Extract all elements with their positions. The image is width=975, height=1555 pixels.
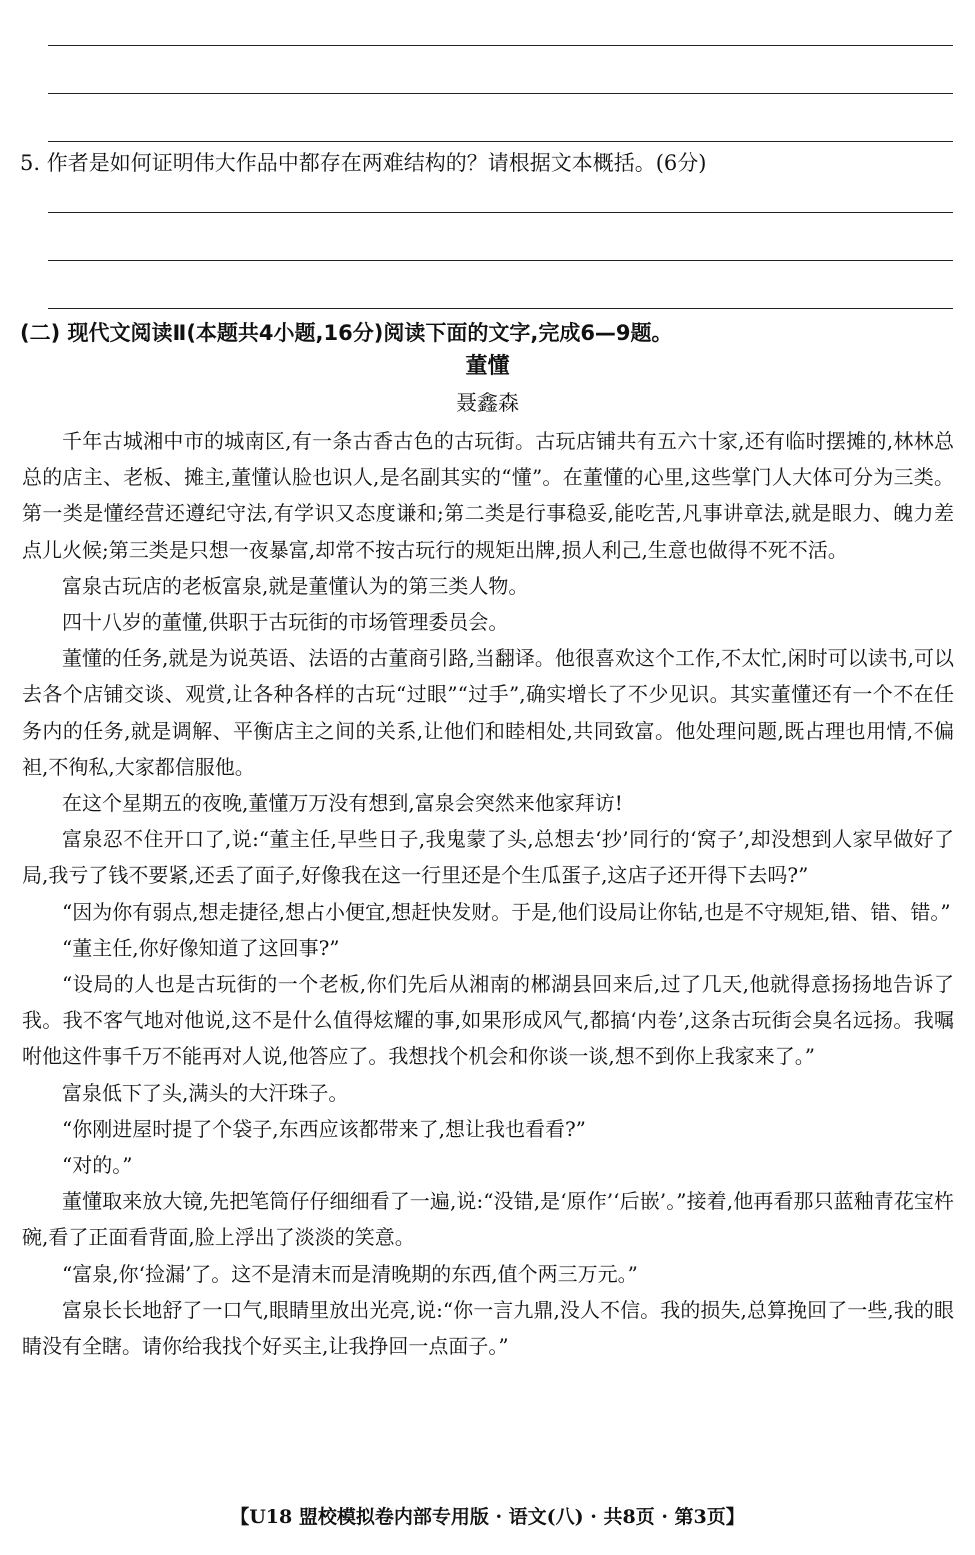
page-footer: 【U18 盟校模拟卷内部专用版 · 语文(八) · 共8页 · 第3页】 [230, 1506, 745, 1528]
answer-line [48, 45, 953, 46]
answer-line [48, 93, 953, 94]
paragraph: 董懂取来放大镜,先把笔筒仔仔细细看了一遍,说:“没错,是‘原作’‘后嵌’。”接着,他再看那只蓝釉青花宝杵碗,看了正面看背面,脸上浮出了淡淡的笑意。 [22, 1189, 954, 1250]
paragraph: “对的。” [62, 1153, 133, 1178]
answer-line [48, 260, 953, 261]
story-title: 董懂 [465, 354, 510, 379]
paragraph: “董主任,你好像知道了这回事?” [62, 935, 340, 960]
answer-line [48, 308, 953, 309]
paragraph: “你刚进屋时提了个袋子,东西应该都带来了,想让我也看看?” [62, 1116, 586, 1141]
paragraph: 富泉低下了头,满头的大汗珠子。 [62, 1080, 349, 1105]
question-5: 5. 作者是如何证明伟大作品中都存在两难结构的？请根据文本概括。(6分) [20, 151, 707, 175]
paragraph: 四十八岁的董懂,供职于古玩街的市场管理委员会。 [62, 610, 509, 635]
paragraph: 富泉古玩店的老板富泉,就是董懂认为的第三类人物。 [62, 573, 529, 598]
paragraph: 千年古城湘中市的城南区,有一条古香古色的古玩街。古玩店铺共有五六十家,还有临时摆摊的,林林总总的店主、老板、摊主,董懂认脸也识人,是名副其实的“懂”。在董懂的心里,这些掌门人大体可分为三类。第一类是懂经营还遵纪守法,有学识又态度谦和;第二类是行事稳妥,能吃苦,凡事讲章法,就是眼力、魄力差点儿火候;第三类是只想一夜暴富,却常不按古玩行的规矩出牌,损人利己,生意也做得不死不活。 [22, 429, 954, 562]
story-body [22, 423, 954, 1364]
section-heading: (二) 现代文阅读Ⅱ(本题共4小题,16分)阅读下面的文字,完成6—9题。 [20, 321, 673, 345]
paragraph: “因为你有弱点,想走捷径,想占小便宜,想赶快发财。于是,他们设局让你钻,也是不守规矩,错、错、错。” [62, 899, 951, 924]
paragraph: “富泉,你‘捡漏’了。这不是清末而是清晚期的东西,值个两三万元。” [62, 1261, 638, 1286]
paragraph: 富泉长长地舒了一口气,眼睛里放出光亮,说:“你一言九鼎,没人不信。我的损失,总算挽回了一些,我的眼睛没有全瞎。请你给我找个好买主,让我挣回一点面子。” [22, 1297, 954, 1359]
story-author: 聂鑫森 [456, 391, 519, 415]
answer-line [48, 212, 953, 213]
paragraph: 董懂的任务,就是为说英语、法语的古董商引路,当翻译。他很喜欢这个工作,不太忙,闲时可以读书,可以去各个店铺交谈、观赏,让各种各样的古玩“过眼”“过手”,确实增长了不少见识。其实董懂还有一个不在任务内的任务,就是调解、平衡店主之间的关系,让他们和睦相处,共同致富。他处理问题,既占理也用情,不偏袒,不徇私,大家都信服他。 [22, 646, 954, 779]
paragraph: 在这个星期五的夜晚,董懂万万没有想到,富泉会突然来他家拜访! [62, 791, 623, 816]
answer-line [48, 141, 953, 142]
paragraph: “设局的人也是古玩街的一个老板,你们先后从湘南的郴湖县回来后,过了几天,他就得意扬扬地告诉了我。我不客气地对他说,这不是什么值得炫耀的事,如果形成风气,都搞‘内卷’,这条古玩街会臭名远扬。我嘱咐他这件事千万不能再对人说,他答应了。我想找个机会和你谈一谈,想不到你上我家来了。” [22, 972, 954, 1069]
paragraph: 富泉忍不住开口了,说:“董主任,早些日子,我鬼蒙了头,总想去‘抄’同行的‘窝子’,却没想到人家早做好了局,我亏了钱不要紧,还丢了面子,好像我在这一行里还是个生瓜蛋子,这店子还开得下去吗?” [22, 827, 954, 888]
